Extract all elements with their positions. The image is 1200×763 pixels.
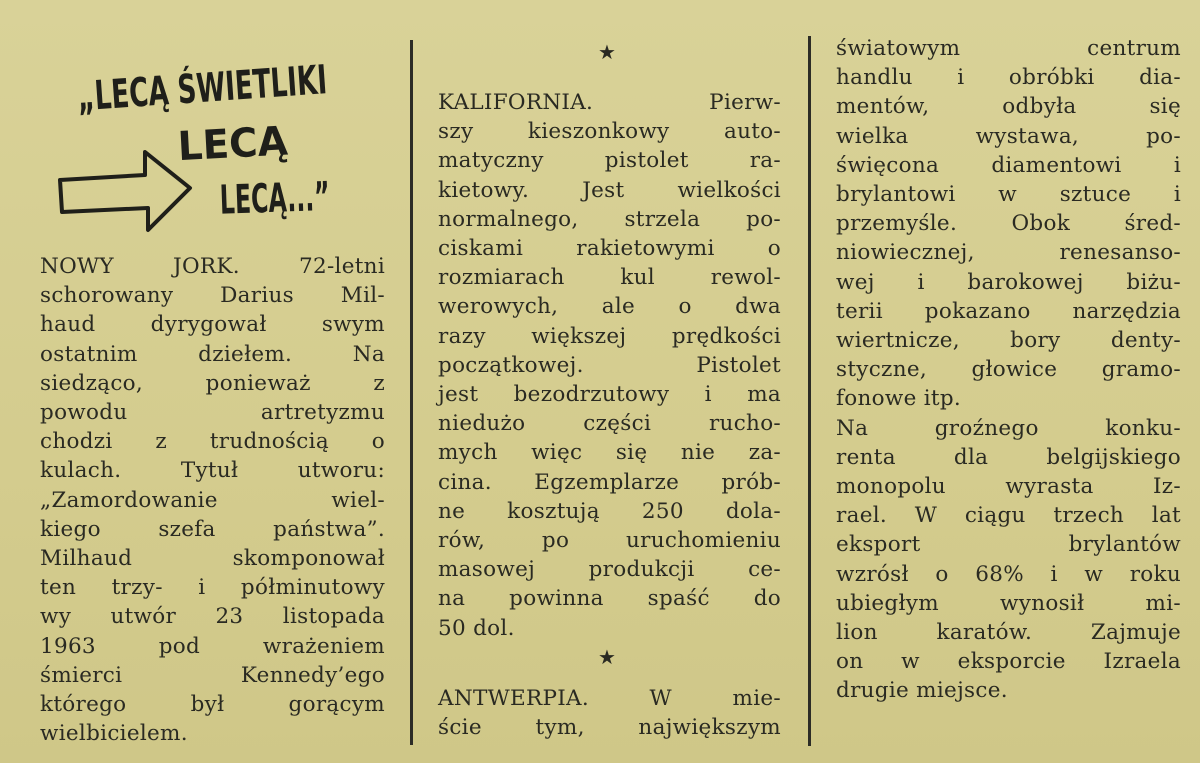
text-line: ANTWERPIA. W mie- [438, 686, 781, 711]
text-line: drugie miejsce. [836, 678, 1008, 704]
column-divider-1 [410, 40, 413, 745]
text-line: ście tym, największym [438, 715, 781, 741]
text-line: rael. W ciągu trzech lat [836, 503, 1181, 529]
text-line: schorowany Darius Mil- [40, 283, 385, 309]
text-line: werowych, ale o dwa [438, 294, 781, 320]
text-line: kiego szefa państwa”. [40, 516, 385, 542]
text-line: na powinna spaść do [438, 586, 781, 612]
text-line: Na groźnego konku- [836, 415, 1181, 441]
text-line: wielbicielem. [40, 721, 188, 747]
column-divider-2 [808, 36, 811, 746]
text-line: eksport brylantów [836, 532, 1181, 558]
star-separator-top: ★ [598, 40, 616, 64]
text-line: ciskami rakietowymi o [438, 236, 781, 262]
text-line: Milhaud skomponował [40, 546, 385, 572]
text-line: 50 dol. [438, 615, 515, 641]
text-line: kietowy. Jest wielkości [438, 177, 781, 203]
logo-line-3: LECĄ...” [219, 171, 407, 224]
text-line: handlu i obróbki dia- [836, 65, 1181, 91]
text-line: fonowe itp. [836, 386, 962, 412]
logo-line-1: „LECĄ ŚWIETLIKI [75, 47, 461, 121]
text-line: haud dyrygował swym [40, 312, 385, 338]
text-line: styczne, głowice gramo- [836, 357, 1181, 383]
text-line: ten trzy- i półminutowy [40, 575, 385, 601]
text-line: KALIFORNIA. Pierw- [438, 90, 781, 115]
text-line: ostatnim dziełem. Na [40, 341, 385, 367]
text-line: normalnego, strzela po- [438, 206, 781, 232]
text-line: niowiecznej, renesanso- [836, 240, 1181, 266]
text-line: monopolu wyrasta Iz- [836, 474, 1181, 500]
text-line: NOWY JORK. 72-letni [40, 254, 385, 279]
article-california [438, 88, 781, 643]
text-line: razy większej prędkości [438, 323, 781, 349]
text-line: cina. Egzemplarze prób- [438, 469, 781, 495]
text-line: kulach. Tytuł utworu: [40, 458, 385, 484]
text-line: mych więc się nie za- [438, 440, 781, 466]
text-line: wzrósł o 68% i w roku [836, 561, 1181, 587]
text-line: ubiegłym wynosił mi- [836, 590, 1181, 616]
text-line: niedużo części rucho- [438, 411, 781, 437]
text-line: którego był gorącym [40, 692, 385, 718]
text-line: ne kosztują 250 dola- [438, 498, 781, 524]
text-line: szy kieszonkowy auto- [438, 119, 781, 145]
text-line: rów, po uruchomieniu [438, 528, 781, 554]
text-line: rozmiarach kul rewol- [438, 265, 781, 291]
text-line: „Zamordowanie wiel- [40, 487, 385, 513]
text-line: powodu artretyzmu [40, 400, 385, 426]
text-line: terii pokazano narzędzia [836, 298, 1181, 324]
article-antwerp-continued [836, 34, 1181, 706]
text-line: renta dla belgijskiego [836, 444, 1181, 470]
text-line: wiertnicze, bory denty- [836, 328, 1181, 354]
text-line: przemyśle. Obok śred- [836, 211, 1181, 237]
text-line: lion karatów. Zajmuje [836, 620, 1181, 646]
text-line: siedząco, ponieważ z [40, 370, 385, 396]
star-separator-bottom: ★ [598, 645, 616, 669]
arrow-icon [60, 152, 190, 230]
text-line: wej i barokowej biżu- [836, 269, 1181, 295]
article-new-york [40, 252, 385, 748]
text-line: mentów, odbyła się [836, 94, 1181, 120]
text-line: święcona diamentowi i [836, 152, 1181, 178]
text-line: chodzi z trudnością o [40, 429, 385, 455]
logo-line-2: LECĄ [176, 118, 292, 171]
text-line: śmierci Kennedy’ego [40, 662, 385, 688]
text-line: światowym centrum [836, 36, 1181, 61]
text-line: on w eksporcie Izraela [836, 649, 1181, 675]
text-line: początkowej. Pistolet [438, 352, 781, 378]
text-line: jest bezodrzutowy i ma [438, 382, 781, 408]
text-line: matyczny pistolet ra- [438, 148, 781, 174]
text-line: wy utwór 23 listopada [40, 604, 385, 630]
text-line: wielka wystawa, po- [836, 123, 1181, 149]
headline-logo [50, 40, 461, 240]
text-line: brylantowi w sztuce i [836, 182, 1181, 208]
text-line: 1963 pod wrażeniem [40, 633, 385, 659]
text-line: masowej produkcji ce- [438, 557, 781, 583]
article-antwerp-start [438, 684, 781, 742]
